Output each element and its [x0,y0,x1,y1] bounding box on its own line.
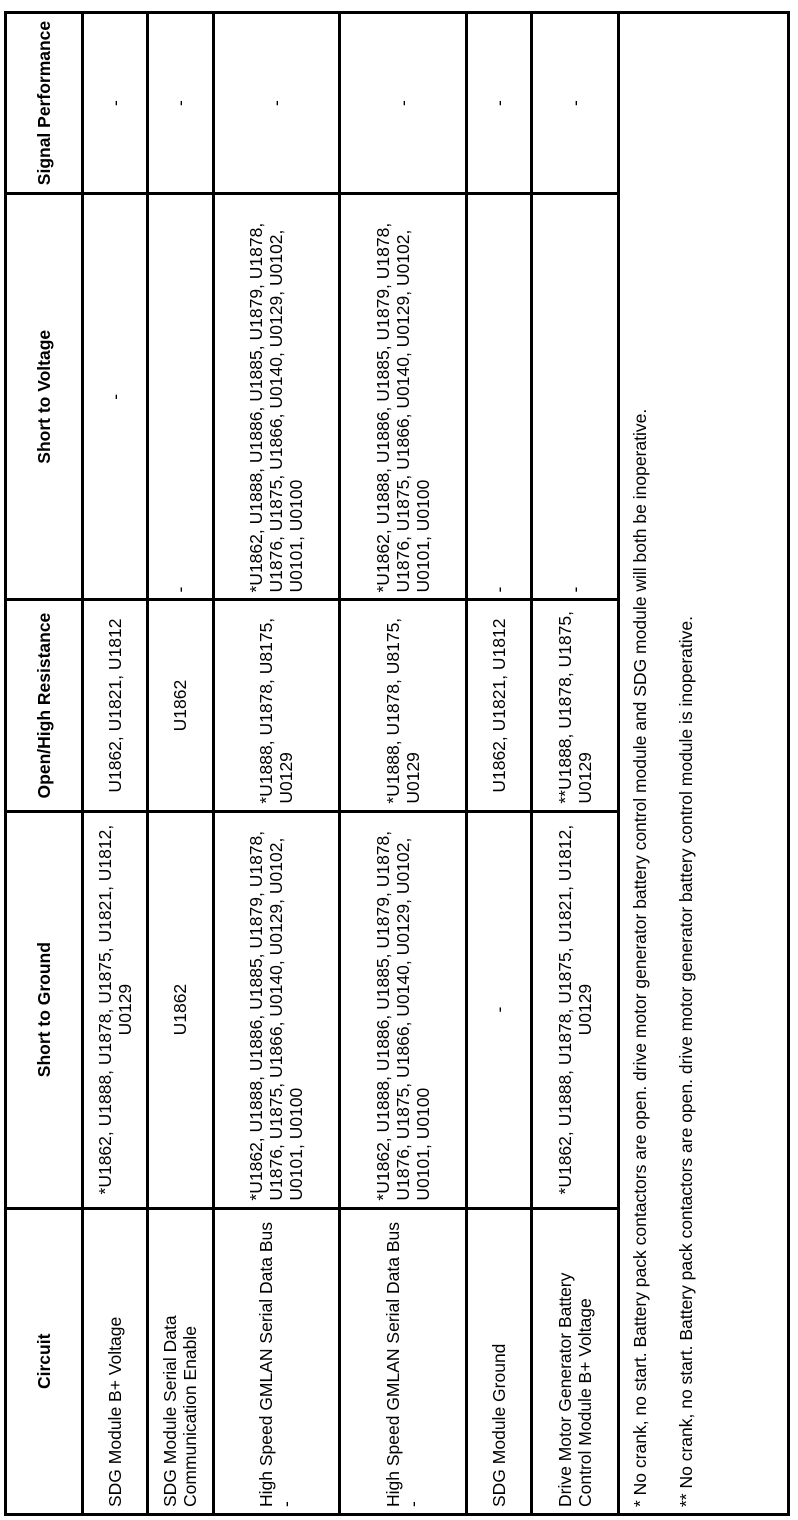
circuit-cell: Drive Motor Generator Battery Control Module B+ Voltage [532,1208,619,1514]
open-high-resistance-cell: *U1888, U1878, U8175, U0129 [340,600,467,811]
header-row [6,13,83,1515]
short-to-voltage-cell: - [82,194,148,600]
short-to-voltage-cell: - [148,194,214,600]
table-row [466,13,532,1515]
header-signal-performance: Signal Performance [6,13,83,194]
open-high-resistance-cell: *U1888, U1878, U8175, U0129 [213,600,340,811]
short-to-voltage-cell: - [466,194,532,600]
table-row [82,13,148,1515]
signal-performance-cell: - [148,13,214,194]
open-high-resistance-cell: U1862, U1821, U1812 [82,600,148,811]
header-open-high-resistance: Open/High Resistance [6,600,83,811]
circuit-cell: SDG Module Ground [466,1208,532,1514]
signal-performance-cell: - [340,13,467,194]
short-to-ground-cell: U1862 [148,811,214,1208]
header-short-to-ground: Short to Ground [6,811,83,1208]
circuit-cell: SDG Module Serial Data Communication Enable [148,1208,214,1514]
circuit-cell: High Speed GMLAN Serial Data Bus - [213,1208,340,1514]
circuit-cell: High Speed GMLAN Serial Data Bus - [340,1208,467,1514]
footnote-cell [619,13,789,1515]
open-high-resistance-cell: U1862 [148,600,214,811]
short-to-ground-cell: *U1862, U1888, U1886, U1885, U1879, U1878, U1876, U1875, U1866, U0140, U0129, U0102, U0101, U0100 [340,811,467,1208]
footnote-single-star: * No crank, no start. Battery pack contactors are open. drive motor generator battery control module and SDG module will both be inoperative. [630,408,651,1507]
short-to-voltage-cell: *U1862, U1888, U1886, U1885, U1879, U1878, U1876, U1875, U1866, U0140, U0129, U0102, U0101, U0100 [340,194,467,600]
diagnostic-table [4,11,790,1516]
short-to-ground-cell: *U1862, U1888, U1878, U1875, U1821, U1812, U0129 [82,811,148,1208]
signal-performance-cell: - [532,13,619,194]
short-to-voltage-cell: - [532,194,619,600]
short-to-ground-cell: *U1862, U1888, U1878, U1875, U1821, U1812, U0129 [532,811,619,1208]
header-short-to-voltage: Short to Voltage [6,194,83,600]
footnote-double-star: ** No crank, no start. Battery pack contactors are open. drive motor generator battery control module is inoperative. [676,616,697,1507]
open-high-resistance-cell: U1862, U1821, U1812 [466,600,532,811]
table-row [340,13,467,1515]
short-to-voltage-cell: *U1862, U1888, U1886, U1885, U1879, U1878, U1876, U1875, U1866, U0140, U0129, U0102, U0101, U0100 [213,194,340,600]
table-row [213,13,340,1515]
signal-performance-cell: - [466,13,532,194]
table-row [532,13,619,1515]
open-high-resistance-cell: **U1888, U1878, U1875, U0129 [532,600,619,811]
table-row [148,13,214,1515]
signal-performance-cell: - [82,13,148,194]
circuit-cell: SDG Module B+ Voltage [82,1208,148,1514]
footnote-row [619,13,789,1515]
short-to-ground-cell: - [466,811,532,1208]
signal-performance-cell: - [213,13,340,194]
header-circuit: Circuit [6,1208,83,1514]
short-to-ground-cell: *U1862, U1888, U1886, U1885, U1879, U1878, U1876, U1875, U1866, U0140, U0129, U0102, U0101, U0100 [213,811,340,1208]
